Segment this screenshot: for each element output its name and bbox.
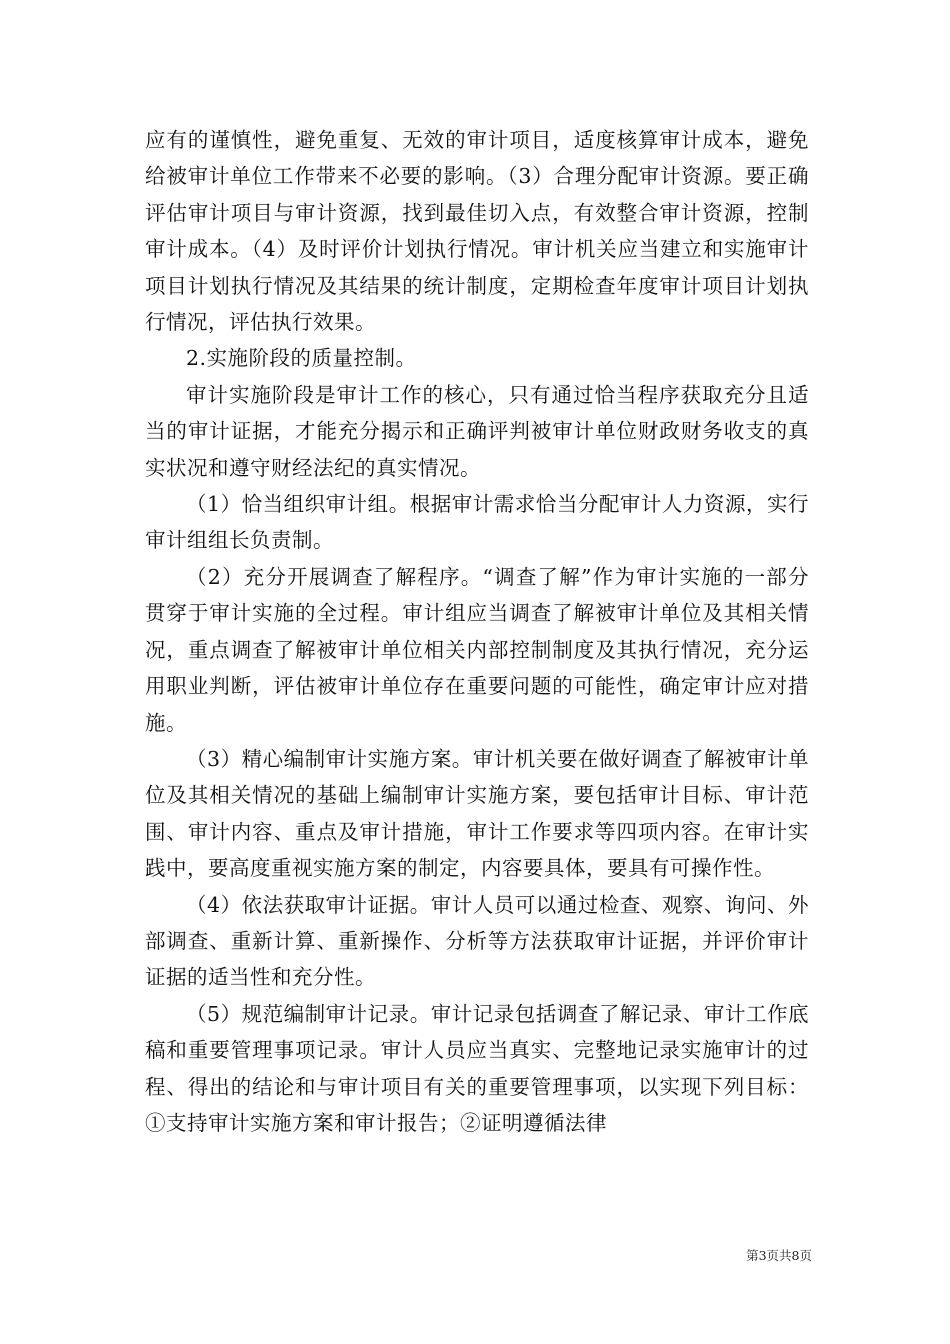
paragraph-5: （2）充分开展调查了解程序。“调查了解”作为审计实施的一部分贯穿于审计实施的全过程。审计组应当调查了解被审计单位及其相关情况，重点调查了解被审计单位相关内部控制制度及其执行情况，充分运用职业判断，评估被审计单位存在重要问题的可能性，确定审计应对措施。 bbox=[145, 564, 809, 735]
paragraph-2-heading: 2.实施阶段的质量控制。 bbox=[186, 346, 417, 371]
paragraph-1: 应有的谨慎性，避免重复、无效的审计项目，适度核算审计成本，避免给被审计单位工作带来不必要的影响。（3）合理分配审计资源。要正确评估审计项目与审计资源，找到最佳切入点，有效整合审计资源，控制审计成本。（4）及时评价计划执行情况。审计机关应当建立和实施审计项目计划执行情况及其结果的统计制度，定期检查年度审计项目计划执行情况，评估执行效果。 bbox=[145, 128, 809, 335]
document-body bbox=[145, 122, 809, 1141]
paragraph-8: （5）规范编制审计记录。审计记录包括调查了解记录、审计工作底稿和重要管理事项记录。审计人员应当真实、完整地记录实施审计的过程、得出的结论和与审计项目有关的重要管理事项，以实现下列目标：①支持审计实施方案和审计报告；②证明遵循法律 bbox=[145, 1001, 809, 1135]
paragraph-7: （4）依法获取审计证据。审计人员可以通过检查、观察、询问、外部调查、重新计算、重新操作、分析等方法获取审计证据，并评价审计证据的适当性和充分性。 bbox=[145, 892, 809, 990]
paragraph-6: （3）精心编制审计实施方案。审计机关要在做好调查了解被审计单位及其相关情况的基础上编制审计实施方案，要包括审计目标、审计范围、审计内容、重点及审计措施，审计工作要求等四项内容。在审计实践中，要高度重视实施方案的制定，内容要具体，要具有可操作性。 bbox=[145, 746, 809, 881]
paragraph-4: （1）恰当组织审计组。根据审计需求恰当分配审计人力资源，实行审计组组长负责制。 bbox=[145, 492, 809, 553]
page-number-footer: 第3页共8页 bbox=[746, 1248, 812, 1263]
paragraph-3: 审计实施阶段是审计工作的核心，只有通过恰当程序获取充分且适当的审计证据，才能充分揭示和正确评判被审计单位财政财务收支的真实状况和遵守财经法纪的真实情况。 bbox=[145, 382, 809, 480]
